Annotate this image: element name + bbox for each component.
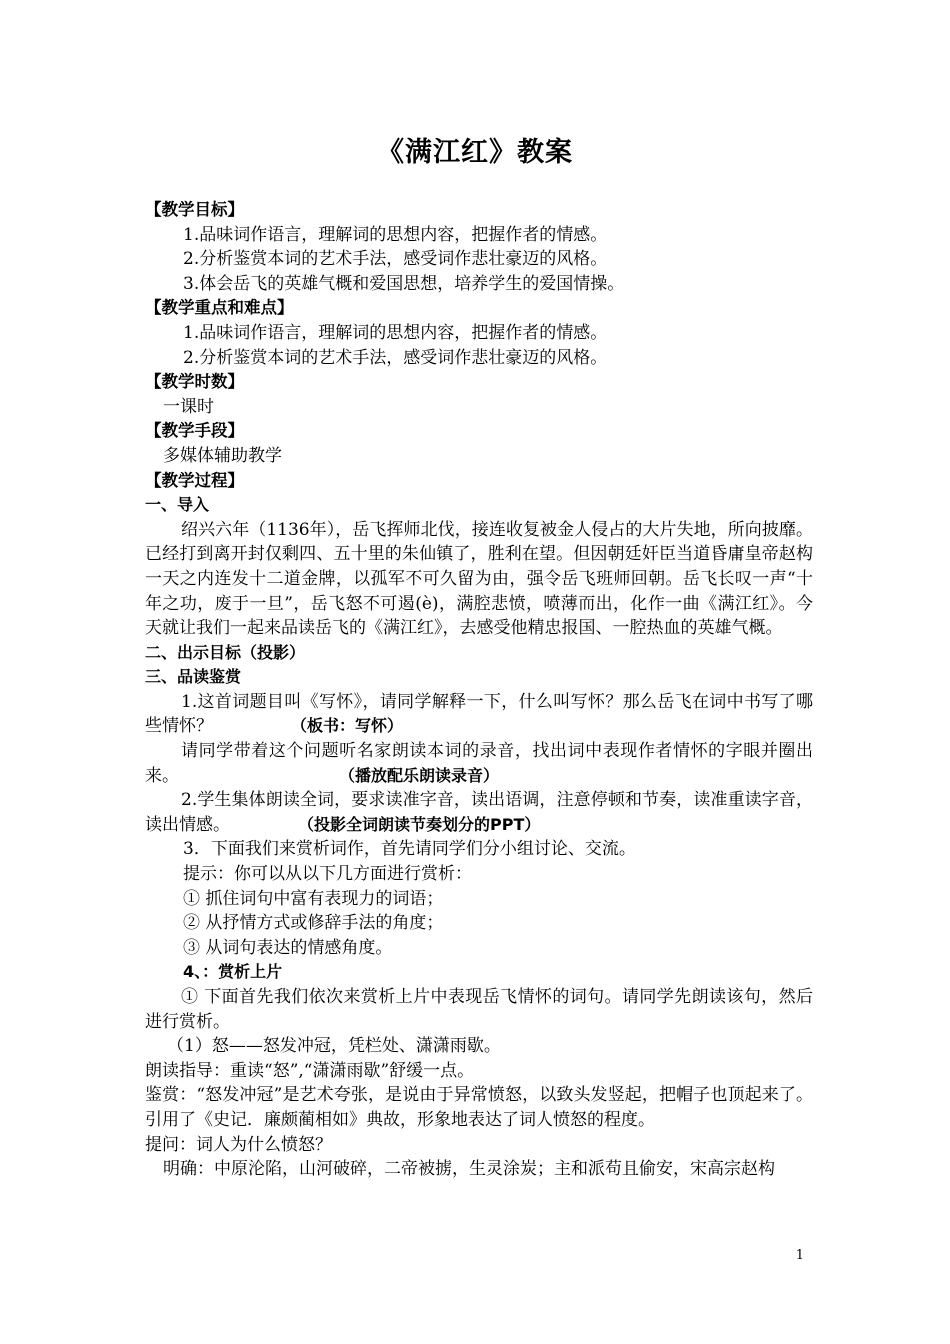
step2-paragraph <box>145 788 813 837</box>
intro-paragraph: 绍兴六年（1136年），岳飞挥师北伐，接连收复被金人侵占的大片失地，所向披靡。已经打到离开封仅剩四、五十里的朱仙镇了，胜利在望。但因朝廷奸臣当道昏庸皇帝赵构一天之内连发十二道金牌，以孤军不可久留为由，强令岳飞班师回朝。岳飞长叹一声“十年之功，废于一旦”，岳飞怒不可遏(è)，满腔悲愤，喷薄而出，化作一曲《满江红》。今天就让我们一起来品读岳飞的《满江红》，去感受他精忠报国、一腔热血的英雄气概。 <box>145 519 813 639</box>
step1b-note: （播放配乐朗读录音） <box>347 765 500 785</box>
step2-note: （投影全词朗读节奏划分的PPT） <box>306 814 541 834</box>
step1b-text: 请同学带着这个问题听名家朗读本词的录音，找出词中表现作者情怀的字眼并圈出来。 <box>145 741 813 786</box>
step1-text: 1.这首词题目叫《写怀》，请同学解释一下，什么叫写怀？那么岳飞在词中书写了哪些情怀？ <box>145 691 813 737</box>
page-title: 《满江红》教案 <box>377 137 573 168</box>
question-line: 提问：词人为什么愤怒？ <box>145 1134 332 1155</box>
hint-item: ① 抓住词句中富有表现力的词语； <box>183 888 444 909</box>
answer-line: 明确：中原沦陷，山河破碎，二帝被掳，生灵涂炭；主和派苟且偷安，宋高宗赵构 <box>163 1159 775 1180</box>
means-heading: 【教学手段】 <box>145 421 244 441</box>
reading-heading: 三、品读鉴赏 <box>145 667 242 687</box>
item1-line: （1）怒——怒发冲冠，凭栏处、潇潇雨歇。 <box>167 1036 501 1057</box>
step1b-paragraph <box>145 739 813 788</box>
goal-display-heading: 二、出示目标（投影） <box>145 642 306 662</box>
hint-item: ② 从抒情方式或修辞手法的角度； <box>183 913 444 934</box>
hint-intro: 提示：你可以从以下几方面进行赏析： <box>183 864 472 885</box>
intro-heading: 一、导入 <box>145 495 210 515</box>
appreciation-paragraph: 鉴赏：“怒发冲冠”是艺术夸张，是说由于异常愤怒，以致头发竖起，把帽子也顶起来了。引用了《史记．廉颇蔺相如》典故，形象地表达了词人愤怒的程度。 <box>145 1085 813 1130</box>
step2-text: 2.学生集体朗读全词，要求读准字音，读出语调，注意停顿和节奏，读准重读字音，读出情感。 <box>145 790 813 835</box>
step1-paragraph <box>145 690 813 739</box>
goal-item: 3.体会岳飞的英雄气概和爱国思想，培养学生的爱国情操。 <box>183 273 625 294</box>
focus-item: 1.品味词作语言，理解词的思想内容，把握作者的情感。 <box>183 322 608 343</box>
document-body <box>145 198 813 1182</box>
hours-heading: 【教学时数】 <box>145 372 244 392</box>
process-heading: 【教学过程】 <box>145 470 244 490</box>
step4-paragraph: ① 下面首先我们依次来赏析上片中表现岳飞情怀的词句。请同学先朗读该句，然后进行赏析。 <box>145 987 813 1032</box>
goals-heading: 【教学目标】 <box>145 200 244 219</box>
step3-text: 3．下面我们来赏析词作，首先请同学们分小组讨论、交流。 <box>183 839 636 860</box>
goal-item: 2.分析鉴赏本词的艺术手法，感受词作悲壮豪迈的风格。 <box>183 249 608 270</box>
step4-heading: 4、：赏析上片 <box>183 962 283 982</box>
hours-value: 一课时 <box>163 396 214 417</box>
means-value: 多媒体辅助教学 <box>163 445 282 466</box>
hint-item: ③ 从词句表达的情感角度。 <box>183 937 393 958</box>
goal-item: 1.品味词作语言，理解词的思想内容，把握作者的情感。 <box>183 224 608 245</box>
page-number: 1 <box>795 1248 804 1263</box>
reading-guide: 朗读指导：重读“怒”,“潇潇雨歇”舒缓一点。 <box>145 1060 475 1081</box>
focus-heading: 【教学重点和难点】 <box>145 298 294 318</box>
focus-item: 2.分析鉴赏本词的艺术手法，感受词作悲壮豪迈的风格。 <box>183 347 608 368</box>
step1-note: （板书：写怀） <box>291 716 404 736</box>
